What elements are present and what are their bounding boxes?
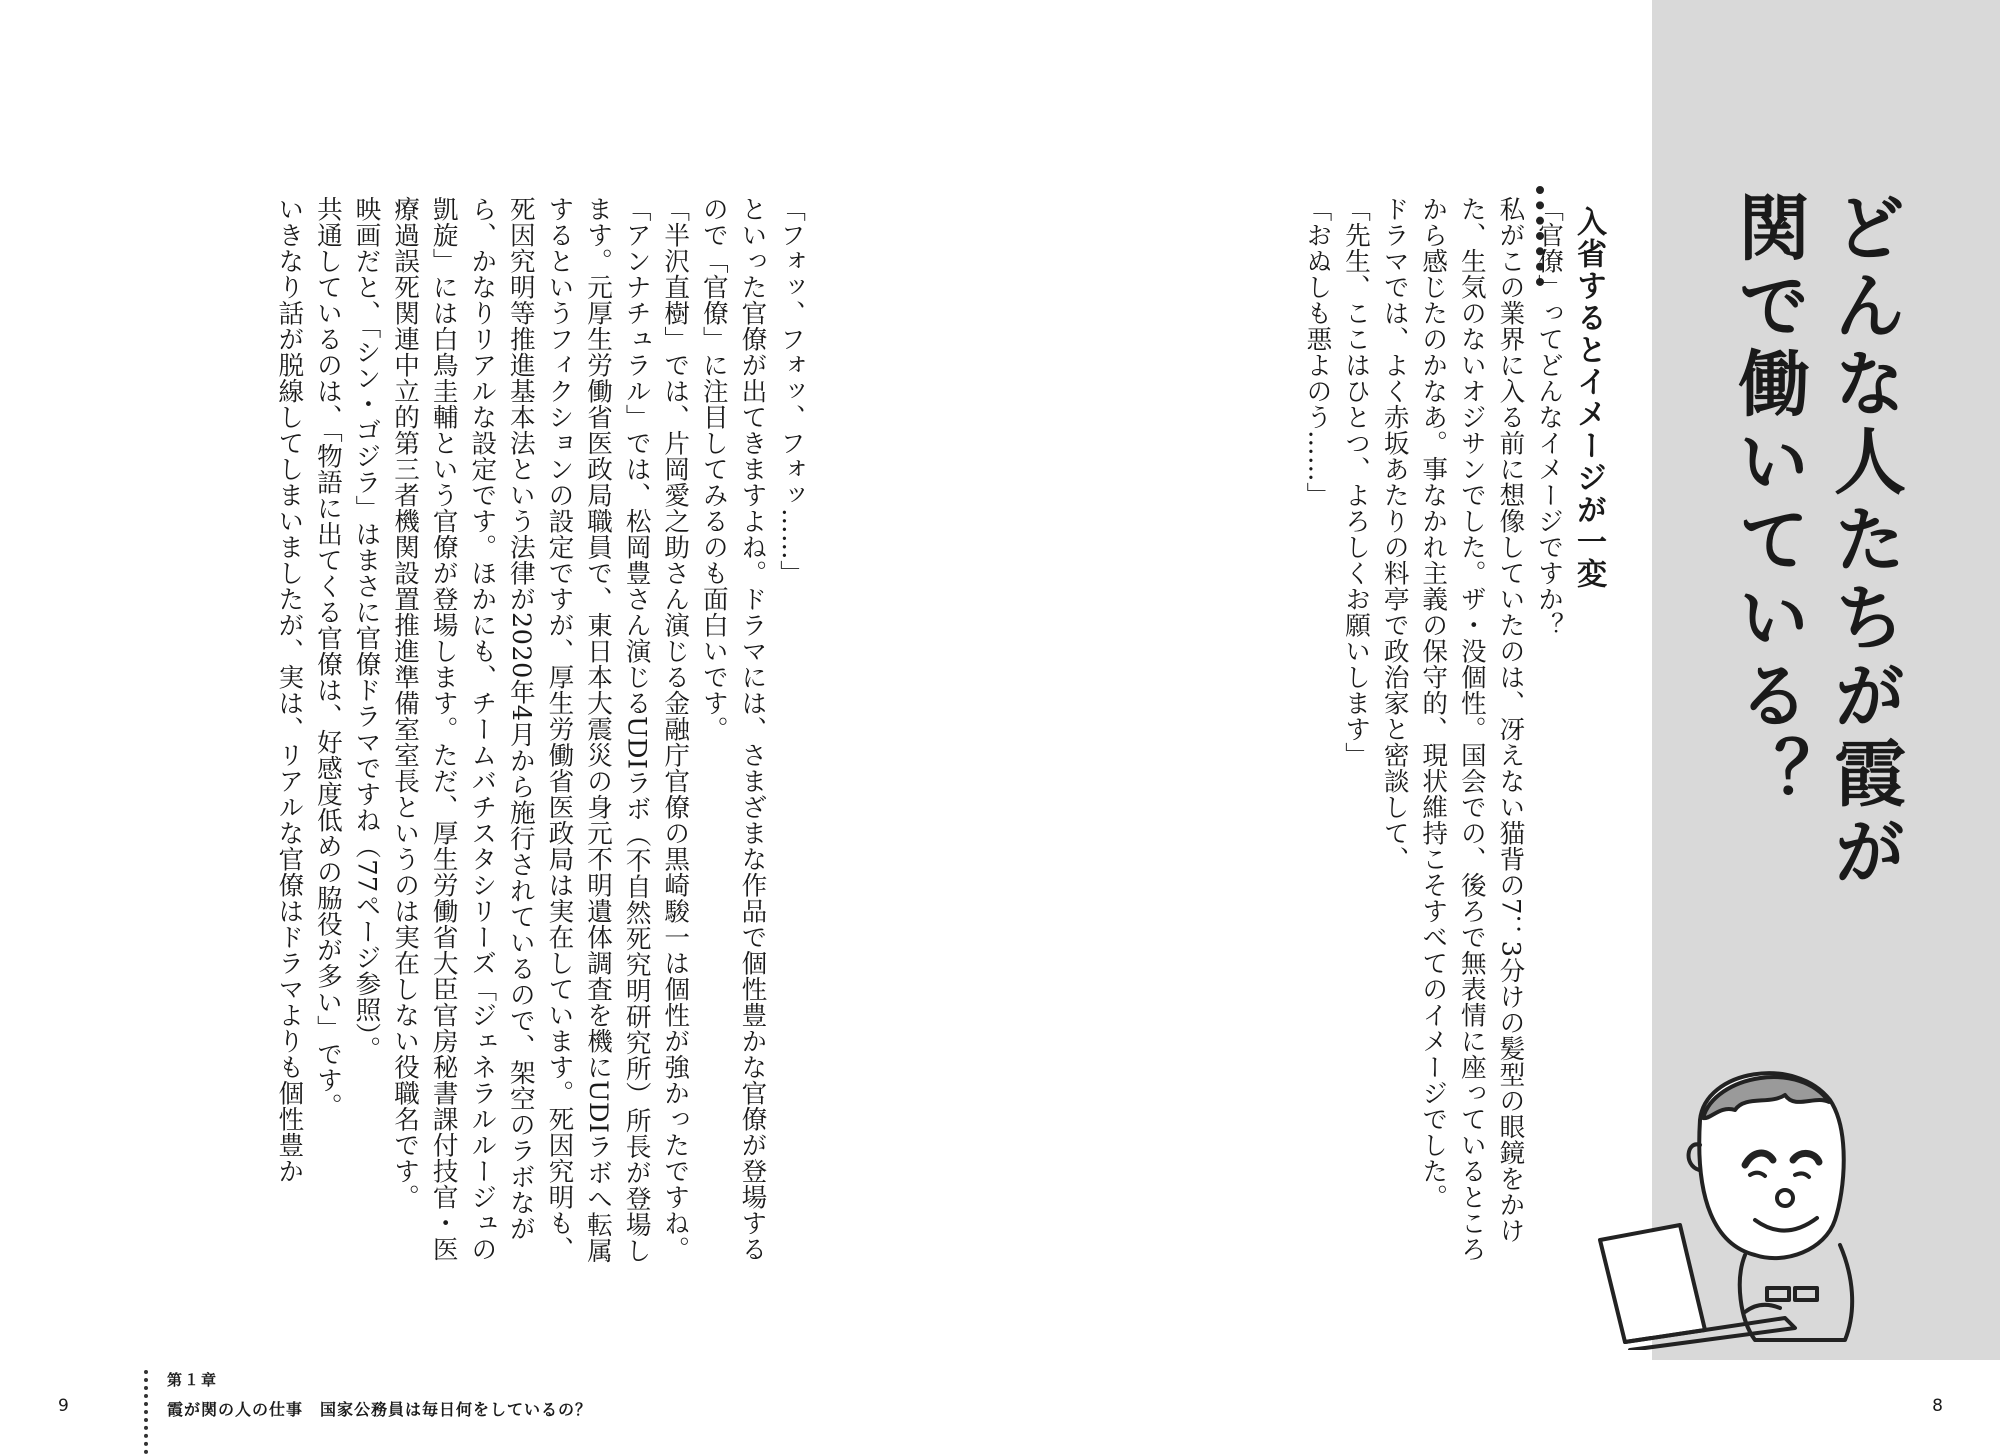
paragraph: 「おぬしも悪よのう……」 — [1302, 196, 1333, 508]
page-number-right: 8 — [1932, 1396, 1943, 1416]
footer-dots — [144, 1370, 148, 1454]
paragraph: 映画だと、「シン・ゴジラ」はまさに官僚ドラマですね（77ページ参照）。 — [351, 196, 382, 1062]
paragraph: 「半沢直樹」では、片岡愛之助さん演じる金融庁官僚の黒崎駿一は個性が強かったですね。「アンナチュラル」では、松岡豊さん演じるUDIラボ（不自然死究明研究所）所長が登場します。元厚生労働省医政局職員で、東日本大震災の身元不明遺体調査を機にUDIラボへ転属するというフィクションの設定ですが、厚生労働省医政局は実在しています。死因究明も、死因究明等推進基本法という法律が2020年4月から施行されているので、架空のラボながら、かなりリアルな設定です。ほかにも、チームバチスタシリーズ「ジェネラルルージュの凱旋」には白鳥圭輔という官僚が登場します。ただ、厚生労働省大臣官房秘書課付技官・医療過誤死関連中立的第三者機関設置推進準備室室長というのは実在しない役職名です。 — [390, 196, 691, 1264]
paragraph: 「官僚」ってどんなイメージですか？ — [1534, 196, 1564, 638]
chapter-label: 第１章 — [167, 1371, 219, 1389]
paragraph: 私がこの業界に入る前に想像していたのは、冴えない猫背の7：3分けの髪型の眼鏡をかけた、生気のないオジサンでした。ザ・没個性。国会での、後ろで無表情に座っているところから感じたのかなあ。事なかれ主義の保守的、現状維持こそすべてのイメージでした。 — [1418, 196, 1526, 1262]
subheading: 入省するとイメージが一変 — [1571, 206, 1606, 590]
paragraph: 「先生、ここはひとつ、よろしくお願いします」 — [1341, 196, 1372, 768]
page-number-left: 9 — [58, 1396, 69, 1416]
paragraph: といった官僚が出てきますよね。ドラマには、さまざまな作品で個性豊かな官僚が登場するので「官僚」に注目してみるのも面白いです。 — [698, 196, 768, 1262]
chapter-title: 霞が関の人の仕事 国家公務員は毎日何をしているの？ — [167, 1400, 593, 1419]
body-text-right — [1298, 196, 1568, 1286]
paragraph: 共通しているのは、「物語に出てくる官僚は、好感度低めの脇役が多い」です。 — [312, 196, 343, 1120]
page-title: どんな人たちが霞が関で働いている？ — [1726, 190, 1906, 892]
paragraph: 「フォッ、フォッ、フォッ……」 — [776, 196, 806, 586]
body-text-left — [270, 196, 810, 1286]
paragraph: ドラマでは、よく赤坂あたりの料亭で政治家と密談して、 — [1379, 196, 1410, 872]
paragraph: いきなり話が脱線してしまいましたが、実は、リアルな官僚はドラマよりも個性豊か — [274, 196, 305, 1184]
bureaucrat-with-laptop-illustration — [1595, 1050, 1865, 1350]
